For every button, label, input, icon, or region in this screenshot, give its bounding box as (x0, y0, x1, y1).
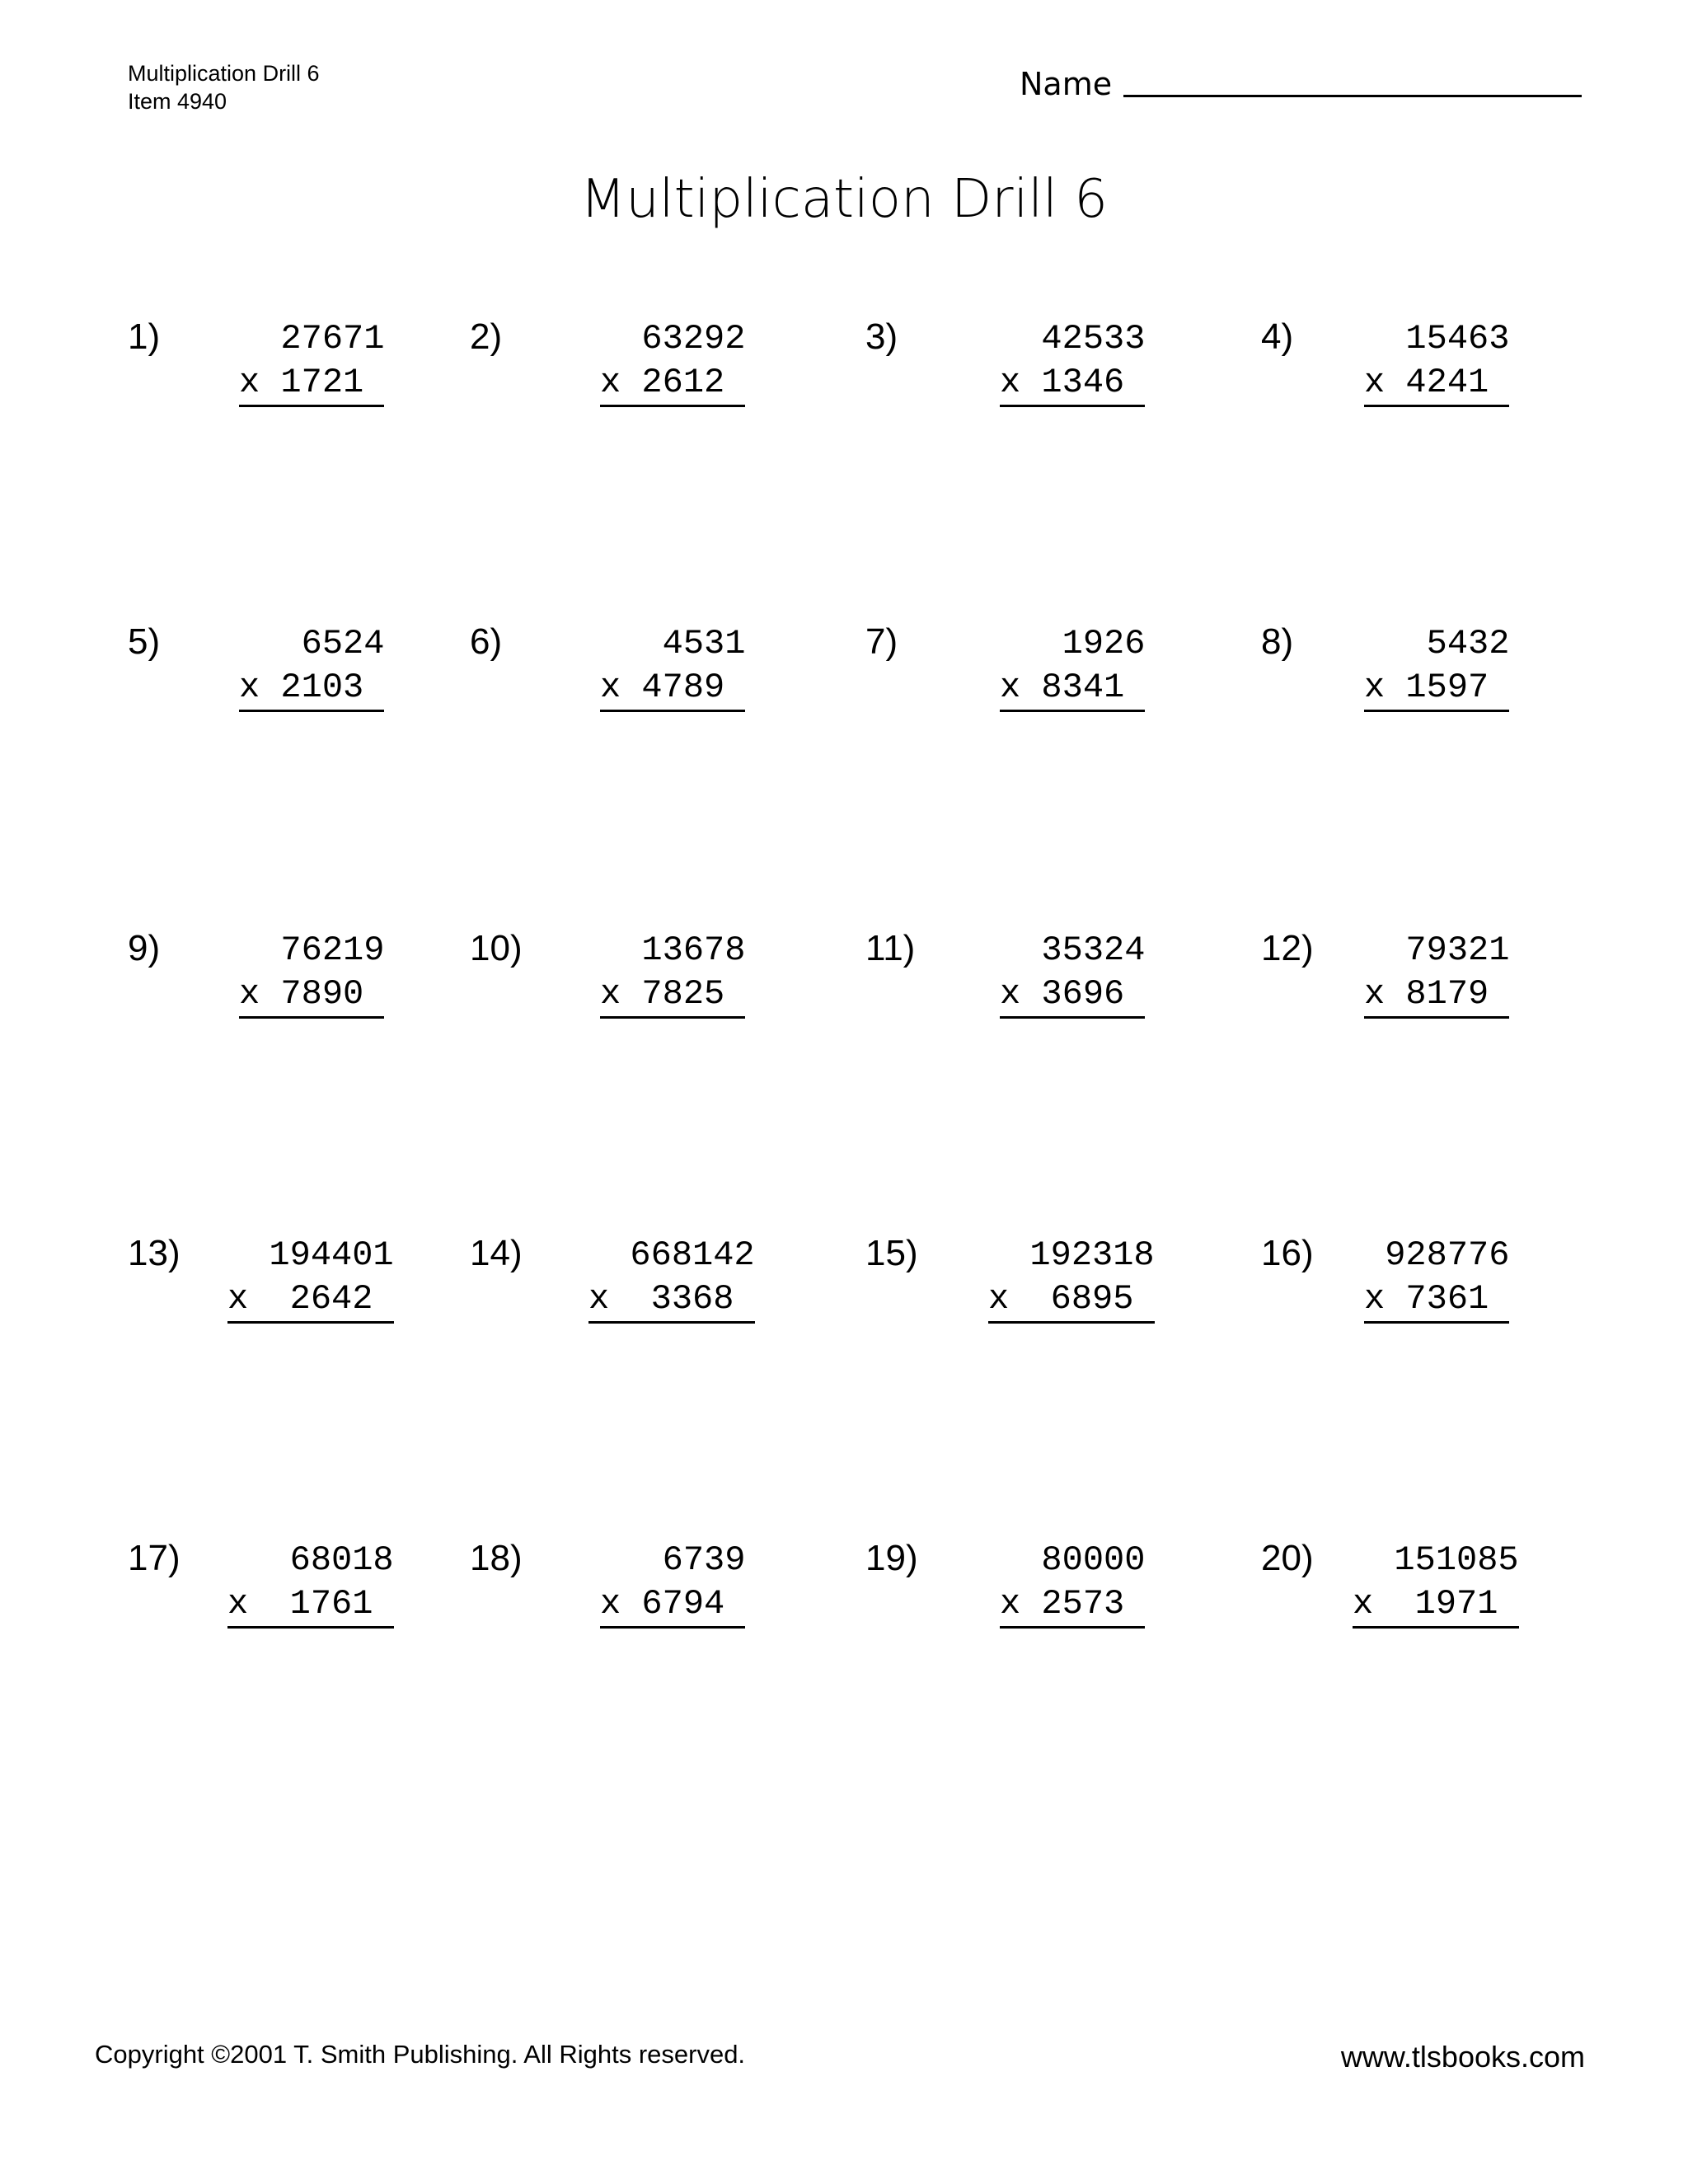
problem-number: 12) (1261, 928, 1314, 968)
problem-stack (239, 622, 384, 712)
website-link: www.tlsbooks.com (1340, 2040, 1585, 2074)
multiplier: x 6895 (988, 1277, 1155, 1324)
problem-stack (988, 1234, 1155, 1324)
problem-item (865, 317, 1195, 416)
multiplicand: 13678 (641, 930, 746, 970)
problem-stack (1364, 929, 1509, 1019)
problem-stack (239, 317, 384, 407)
drill-label: Multiplication Drill 6 (128, 61, 320, 86)
problem-item (128, 1539, 457, 1638)
problem-item (1261, 929, 1591, 1028)
multiplier: x 7890 (239, 972, 384, 1019)
multiplicand: 4531 (662, 624, 746, 663)
multiplier: x 7361 (1364, 1277, 1509, 1324)
multiplicand: 68018 (289, 1540, 394, 1580)
multiplicand: 35324 (1041, 930, 1146, 970)
multiplier: x 6794 (600, 1582, 745, 1629)
problem-item (128, 1234, 457, 1333)
problem-number: 3) (865, 316, 898, 357)
name-blank-line (1123, 95, 1582, 97)
problem-stack (227, 1539, 394, 1629)
problem-number: 8) (1261, 621, 1294, 662)
problem-stack (239, 929, 384, 1019)
problem-item (470, 317, 799, 416)
problem-number: 18) (470, 1538, 523, 1578)
multiplier: x 4789 (600, 666, 745, 712)
multiplicand: 194401 (269, 1235, 394, 1275)
problem-number: 14) (470, 1233, 523, 1273)
problem-number: 4) (1261, 316, 1294, 357)
problem-number: 19) (865, 1538, 918, 1578)
multiplicand: 6739 (662, 1540, 746, 1580)
multiplier: x 2612 (600, 361, 745, 407)
problem-item (470, 929, 799, 1028)
multiplicand: 6524 (301, 624, 385, 663)
problem-number: 13) (128, 1233, 181, 1273)
problem-stack (1000, 929, 1145, 1019)
problem-stack (1364, 622, 1509, 712)
multiplicand: 42533 (1041, 319, 1146, 359)
name-field (1020, 66, 1582, 102)
problem-stack (1364, 317, 1509, 407)
problem-stack (1000, 1539, 1145, 1629)
problem-item (1261, 317, 1591, 416)
problem-item (470, 622, 799, 721)
problem-stack (600, 317, 745, 407)
multiplier: x 8179 (1364, 972, 1509, 1019)
problem-stack (588, 1234, 755, 1324)
multiplicand: 76219 (280, 930, 385, 970)
multiplicand: 1926 (1062, 624, 1146, 663)
multiplier: x 1721 (239, 361, 384, 407)
multiplier: x 8341 (1000, 666, 1145, 712)
problem-item (1261, 622, 1591, 721)
multiplier: x 2573 (1000, 1582, 1145, 1629)
multiplier: x 3368 (588, 1277, 755, 1324)
multiplicand: 151085 (1394, 1540, 1519, 1580)
problem-item (865, 1539, 1195, 1638)
multiplier: x 1761 (227, 1582, 394, 1629)
problem-item (1261, 1539, 1591, 1638)
problem-number: 17) (128, 1538, 181, 1578)
multiplicand: 27671 (280, 319, 385, 359)
problem-stack (600, 622, 745, 712)
multiplicand: 5432 (1426, 624, 1510, 663)
problem-item (128, 929, 457, 1028)
copyright-notice: Copyright ©2001 T. Smith Publishing. All Rights reserved. (95, 2040, 746, 2069)
problem-item (128, 622, 457, 721)
multiplicand: 80000 (1041, 1540, 1146, 1580)
problem-stack (1364, 1234, 1509, 1324)
name-label: Name (1020, 66, 1113, 102)
page-title: Multiplication Drill 6 (580, 169, 1108, 230)
problem-number: 10) (470, 928, 523, 968)
problem-item (865, 929, 1195, 1028)
problem-stack (600, 929, 745, 1019)
problem-number: 7) (865, 621, 898, 662)
multiplicand: 668142 (630, 1235, 755, 1275)
problem-stack (600, 1539, 745, 1629)
multiplier: x 2103 (239, 666, 384, 712)
multiplier: x 1346 (1000, 361, 1145, 407)
problem-number: 1) (128, 316, 161, 357)
problem-item (1261, 1234, 1591, 1333)
problem-item (865, 622, 1195, 721)
worksheet-header (128, 59, 320, 115)
problem-number: 6) (470, 621, 503, 662)
multiplicand: 928776 (1385, 1235, 1510, 1275)
multiplier: x 1971 (1353, 1582, 1519, 1629)
problem-stack (1000, 622, 1145, 712)
problem-item (865, 1234, 1195, 1333)
multiplier: x 7825 (600, 972, 745, 1019)
problem-number: 2) (470, 316, 503, 357)
problem-number: 5) (128, 621, 161, 662)
problem-stack (1353, 1539, 1519, 1629)
multiplier: x 4241 (1364, 361, 1509, 407)
item-label: Item 4940 (128, 89, 227, 114)
multiplicand: 15463 (1405, 319, 1510, 359)
problem-item (470, 1234, 799, 1333)
multiplier: x 2642 (227, 1277, 394, 1324)
multiplier: x 3696 (1000, 972, 1145, 1019)
problem-number: 11) (865, 928, 916, 968)
problem-number: 16) (1261, 1233, 1314, 1273)
problem-number: 20) (1261, 1538, 1314, 1578)
problem-number: 15) (865, 1233, 918, 1273)
multiplier: x 1597 (1364, 666, 1509, 712)
problem-item (128, 317, 457, 416)
multiplicand: 192318 (1029, 1235, 1155, 1275)
problem-item (470, 1539, 799, 1638)
problem-number: 9) (128, 928, 161, 968)
multiplicand: 79321 (1405, 930, 1510, 970)
problem-stack (227, 1234, 394, 1324)
multiplicand: 63292 (641, 319, 746, 359)
problem-stack (1000, 317, 1145, 407)
